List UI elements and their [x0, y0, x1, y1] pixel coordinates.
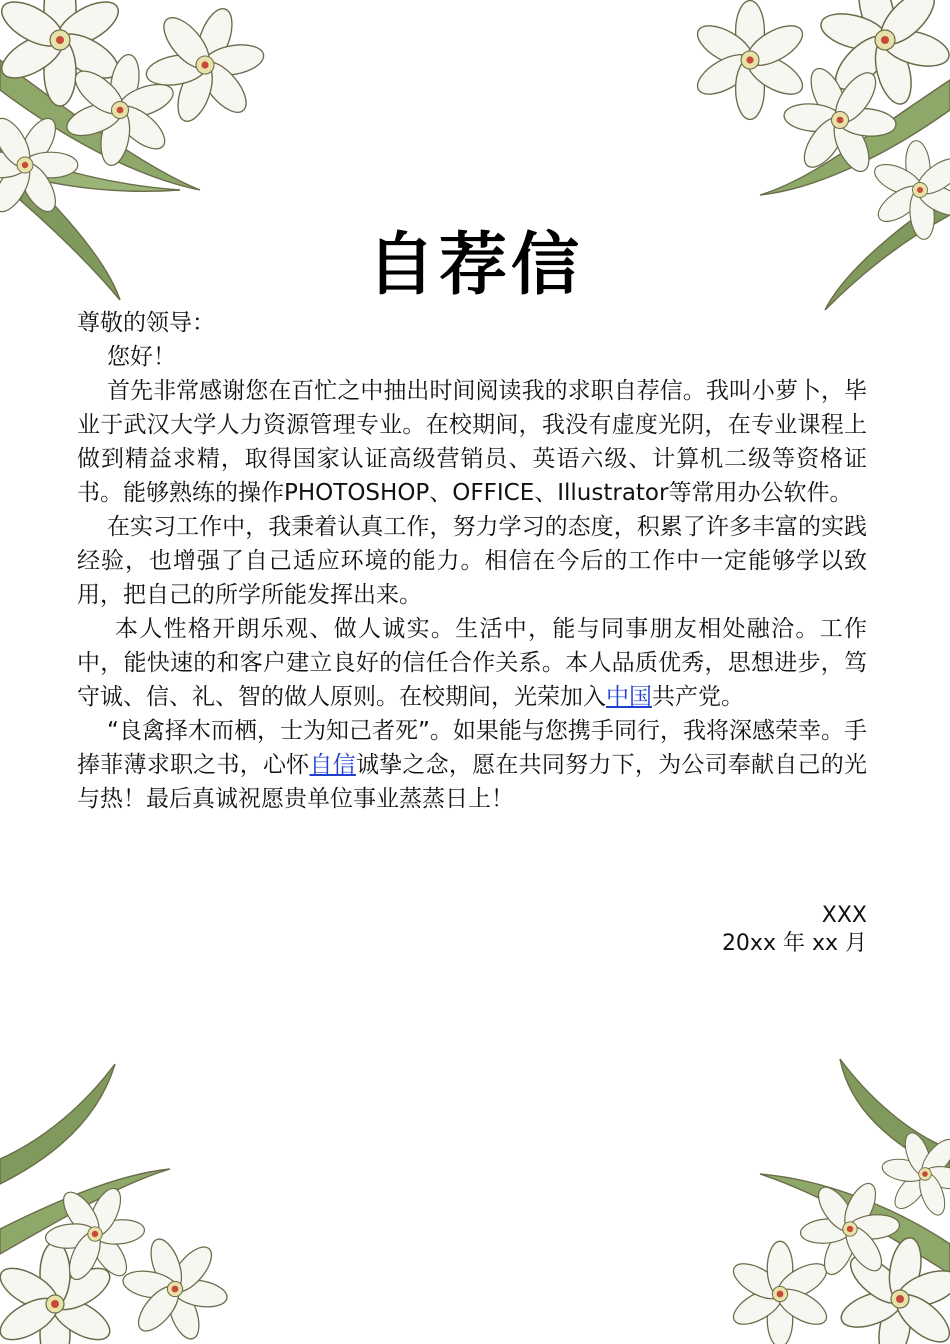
flower-decoration-bottom-right: [640, 1054, 950, 1344]
signature-date: 20xx 年 xx 月: [721, 931, 867, 956]
paragraph-text: 共产党。: [652, 684, 744, 710]
paragraph-closing: [77, 714, 867, 816]
flower-illustration: [0, 1054, 310, 1344]
signature-block: [722, 902, 867, 958]
greeting: 您好！: [107, 344, 176, 370]
paragraph-introduction: 首先非常感谢您在百忙之中抽出时间阅读我的求职自荐信。我叫小萝卜，毕业于武汉大学人力资源管理专业。在校期间，我没有虚度光阴，在专业课程上做到精益求精，取得国家认证高级营销员、英语六级、计算机二级等资格证书。能够熟练的操作PHOTOSHOP、OFFICE、Illustrator等常用办公软件。: [77, 378, 867, 506]
paragraph-text: “良禽择木而栖，士为知己者死”。如果能与您携手同行，我将深感荣幸。手捧菲薄求职之书，心怀: [77, 718, 867, 778]
paragraph-personality: [77, 612, 867, 714]
paragraph-text: 诚挚之念，愿在共同努力下，为公司奉献自己的光与热！最后真诚祝愿贵单位事业蒸蒸日上！: [77, 752, 868, 812]
paragraph-internship: 在实习工作中，我秉着认真工作，努力学习的态度，积累了许多丰富的实践经验，也增强了自己适应环境的能力。相信在今后的工作中一定能够学以致用，把自己的所学所能发挥出来。: [77, 514, 867, 608]
paragraph-text: 本人性格开朗乐观、做人诚实。生活中，能与同事朋友相处融洽。工作中，能快速的和客户建立良好的信任合作关系。本人品质优秀，思想进步，笃守诚、信、礼、智的做人原则。在校期间，光荣加入: [77, 616, 867, 710]
link-china[interactable]: 中国: [606, 684, 652, 710]
flower-illustration: [640, 1054, 950, 1344]
letter-body: [77, 306, 867, 816]
salutation: 尊敬的领导：: [77, 310, 215, 336]
flower-decoration-bottom-left: [0, 1054, 310, 1344]
page-title: 自荐信: [366, 225, 583, 305]
signature-name: XXX: [821, 903, 867, 928]
link-confidence[interactable]: 自信: [309, 752, 356, 778]
